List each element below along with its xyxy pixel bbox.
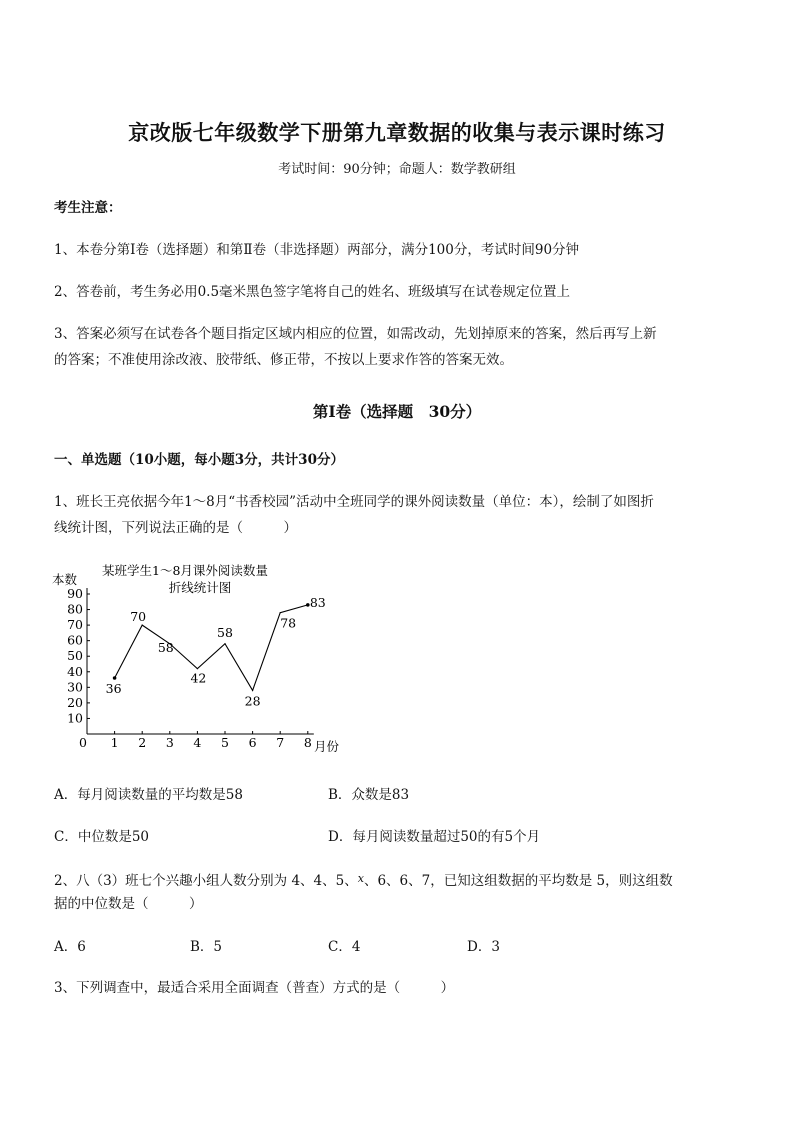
chart-data-label: 70	[130, 609, 147, 625]
part-title: 一、单选题（10小题，每小题3分，共计30分）	[54, 452, 344, 468]
question-1-stem: 1、班长王亮依据今年1～8月“书香校园”活动中全班同学的课外阅读数量（单位：本），绘制了如图折	[54, 494, 654, 510]
question-2-option-a[interactable]: A．6	[54, 939, 86, 955]
chart-data-label: 36	[105, 681, 122, 696]
question-2-stem-part2: 、6、6、7，已知这组数据的平均数是 5，则这组数	[363, 873, 673, 889]
chart-y-tick-label: 40	[67, 663, 83, 679]
chart-data-point	[197, 668, 198, 669]
chart-data-label: 78	[280, 615, 297, 631]
chart-y-tick-label: 70	[67, 617, 83, 633]
question-1-option-a[interactable]: A．每月阅读数量的平均数是58	[54, 787, 243, 803]
chart-y-tick-label: 30	[67, 679, 83, 695]
question-2-stem-part1: 2、八（3）班七个兴趣小组人数分别为 4、4、5、	[54, 873, 358, 889]
chart-data-point	[113, 676, 117, 680]
question-3-stem: 3、下列调查中，最适合采用全面调查（普查）方式的是（ ）	[54, 980, 455, 996]
notice-heading: 考生注意：	[54, 200, 122, 216]
chart-data-point	[224, 643, 225, 644]
chart-data-label: 58	[157, 639, 174, 655]
chart-data-point	[142, 625, 143, 626]
chart-x-tick-label: 3	[165, 735, 174, 750]
variable-x: x	[357, 872, 364, 885]
document-subtitle: 考试时间：90分钟；命题人：数学教研组	[278, 162, 516, 177]
chart-y-tick-label: 50	[67, 648, 83, 664]
chart-y-tick-label: 80	[67, 601, 83, 617]
chart-x-tick-label: 7	[276, 735, 285, 750]
chart-title: 某班学生1～8月课外阅读数量	[102, 563, 268, 578]
notice-1: 1、本卷分第Ⅰ卷（选择题）和第Ⅱ卷（非选择题）两部分，满分100分，考试时间90分钟	[54, 242, 580, 258]
chart-y-axis-label: 本数	[52, 572, 78, 587]
chart-subtitle: 折线统计图	[168, 580, 232, 595]
chart-y-tick-label: 60	[67, 632, 83, 648]
chart-x-tick-label: 4	[193, 735, 202, 750]
question-1-stem-continued: 线统计图，下列说法正确的是（ ）	[54, 520, 297, 536]
question-2-option-d[interactable]: D．3	[467, 939, 500, 955]
question-2-option-b[interactable]: B．5	[190, 939, 223, 955]
document-title: 京改版七年级数学下册第九章数据的收集与表示课时练习	[128, 120, 666, 145]
chart-x-tick-label: 5	[221, 735, 229, 750]
chart-data-label: 42	[190, 670, 207, 686]
chart-data-point	[280, 612, 281, 613]
question-2-stem-continued: 据的中位数是（ ）	[54, 896, 203, 912]
chart-data-label: 83	[309, 594, 326, 610]
question-1-option-c[interactable]: C．中位数是50	[54, 829, 150, 845]
chart-x-tick-label: 6	[248, 735, 257, 750]
notice-3: 3、答案必须写在试卷各个题目指定区域内相应的位置，如需改动，先划掉原来的答案，然后再写上新	[54, 326, 657, 342]
chart-data-label: 58	[217, 624, 233, 640]
chart-y-tick-label: 20	[67, 694, 83, 710]
chart-x-tick-label: 0	[79, 735, 87, 750]
notice-2: 2、答卷前，考生务必用0.5毫米黑色签字笔将自己的姓名、班级填写在试卷规定位置上	[54, 284, 571, 300]
chart-data-point	[252, 690, 253, 691]
notice-3-continued: 的答案；不准使用涂改液、胶带纸、修正带，不按以上要求作答的答案无效。	[54, 352, 513, 368]
question-1-option-b[interactable]: B．众数是83	[328, 787, 410, 803]
chart-x-tick-label: 8	[303, 735, 312, 750]
question-1-option-d[interactable]: D．每月阅读数量超过50的有5个月	[328, 829, 541, 845]
question-2-option-c[interactable]: C．4	[328, 939, 361, 955]
chart-x-axis-label: 月份	[314, 739, 340, 754]
reading-line-chart	[50, 558, 360, 758]
chart-y-tick-label: 90	[67, 586, 83, 601]
section-title: 第Ⅰ卷（选择题 30分）	[312, 402, 482, 421]
chart-x-tick-label: 2	[138, 735, 147, 750]
chart-x-tick-label: 1	[110, 735, 119, 750]
chart-y-tick-label: 10	[67, 710, 83, 726]
chart-data-label: 28	[244, 693, 261, 709]
question-2-stem	[54, 869, 673, 891]
